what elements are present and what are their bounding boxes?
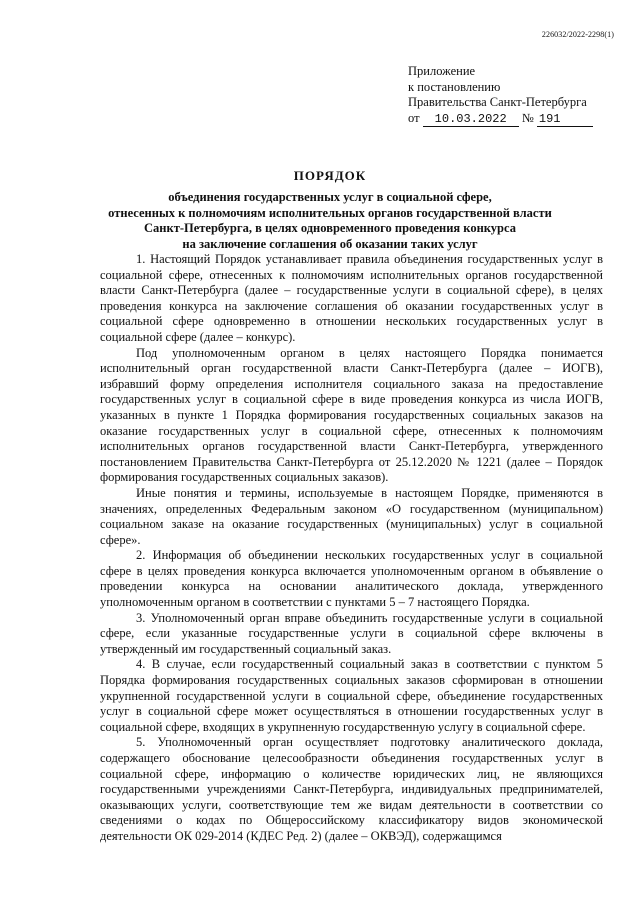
appendix-line-2: к постановлению [408,79,501,94]
paragraph-2: 2. Информация об объединении нескольких государственных услуг в социальной сфере в целях проведения конкурса включается уполномоченным органом в объявление о проведении конкурса на основании аналитического доклада, утвержденного уполномоченным органом в соответствии с пунктами 5 – 7 настоящего Порядка. [100,548,603,610]
document-registration-number: 226032/2022-2298(1) [541,30,614,39]
resolution-date: 10.03.2022 [423,113,519,127]
document-subtitle-line-2: отнесенных к полномочиям исполнительных органов государственной власти [108,205,552,220]
resolution-number: 191 [537,113,593,127]
document-title-block [60,168,600,252]
document-subtitle-line-1: объединения государственных услуг в социальной сфере, [168,190,492,204]
document-subtitle-line-3: Санкт-Петербурга, в целях одновременного проведения конкурса [144,221,516,236]
paragraph-4: 4. В случае, если государственный социальный заказ в соответствии с пунктом 5 Порядка формирования государственных социальных заказов сформирован в отношении укрупненной государственной услуги в социальной сфере, объединение государственных услуг в социальной сфере может осуществляться в отношении государственных услуг в социальной сфере, входящих в укрупненную государственную услугу в социальной сфере. [100,657,603,734]
date-prefix: от [408,110,420,125]
appendix-line-1: Приложение [408,64,476,78]
paragraph-3: 3. Уполномоченный орган вправе объединить государственные услуги в социальной сфере, если указанные государственные услуги в социальной сфере включены в утвержденный им государственный социальный заказ. [100,610,603,656]
appendix-date-number-line [408,111,593,127]
paragraph-1: 1. Настоящий Порядок устанавливает правила объединения государственных услуг в социальной сфере, отнесенных к полномочиям исполнительных органов государственной власти Санкт-Петербурга (далее – государственные услуги в социальной сфере), в целях проведения конкурса на заключение соглашения об оказании государственных услуг в социальной сфере одновременно в отношении нескольких государственных услуг в социальной сфере (далее – конкурс). [100,252,603,344]
paragraph-authorized-body: Под уполномоченным органом в целях настоящего Порядка понимается исполнительный орган государственной власти Санкт-Петербурга (далее – ИОГВ), избравший форму определения исполнителя социального заказа на предоставление государственных услуг в социальной сфере в виде проведения конкурса из числа ИОГВ, указанных в пункте 1 Порядка формирования государственных социальных заказов на оказание государственных услуг в социальной сфере, отнесенных к полномочиям исполнительных органов государственной власти Санкт-Петербурга, утвержденного постановлением Правительства Санкт-Петербурга от 25.12.2020 № 1221 (далее – Порядок формирования государственных социальных заказов). [100,345,603,485]
document-body [100,252,603,845]
paragraph-terms: Иные понятия и термины, используемые в настоящем Порядке, применяются в значениях, определенных Федеральным законом «О государственном (муниципальном) социальном заказе на оказание государственных (муниципальных) услуг в социальной сфере». [100,485,603,547]
document-title: ПОРЯДОК [293,168,367,183]
number-prefix: № [521,110,534,125]
appendix-line-3: Правительства Санкт-Петербурга [408,95,587,109]
appendix-block [408,64,593,127]
document-subtitle-line-4: на заключение соглашения об оказании таких услуг [182,236,478,251]
paragraph-5: 5. Уполномоченный орган осуществляет подготовку аналитического доклада, содержащего обоснование целесообразности объединения государственных услуг в социальной сфере, информацию о количестве юридических лиц, не являющихся государственными учреждениями Санкт-Петербурга, индивидуальных предпринимателей, оказывающих услуги, соответствующие тем же видам деятельности в соответствии со сведениями о кодах по Общероссийскому классификатору видов экономической деятельности ОК 029-2014 (КДЕС Ред. 2) (далее – ОКВЭД), содержащимся [100,735,603,843]
